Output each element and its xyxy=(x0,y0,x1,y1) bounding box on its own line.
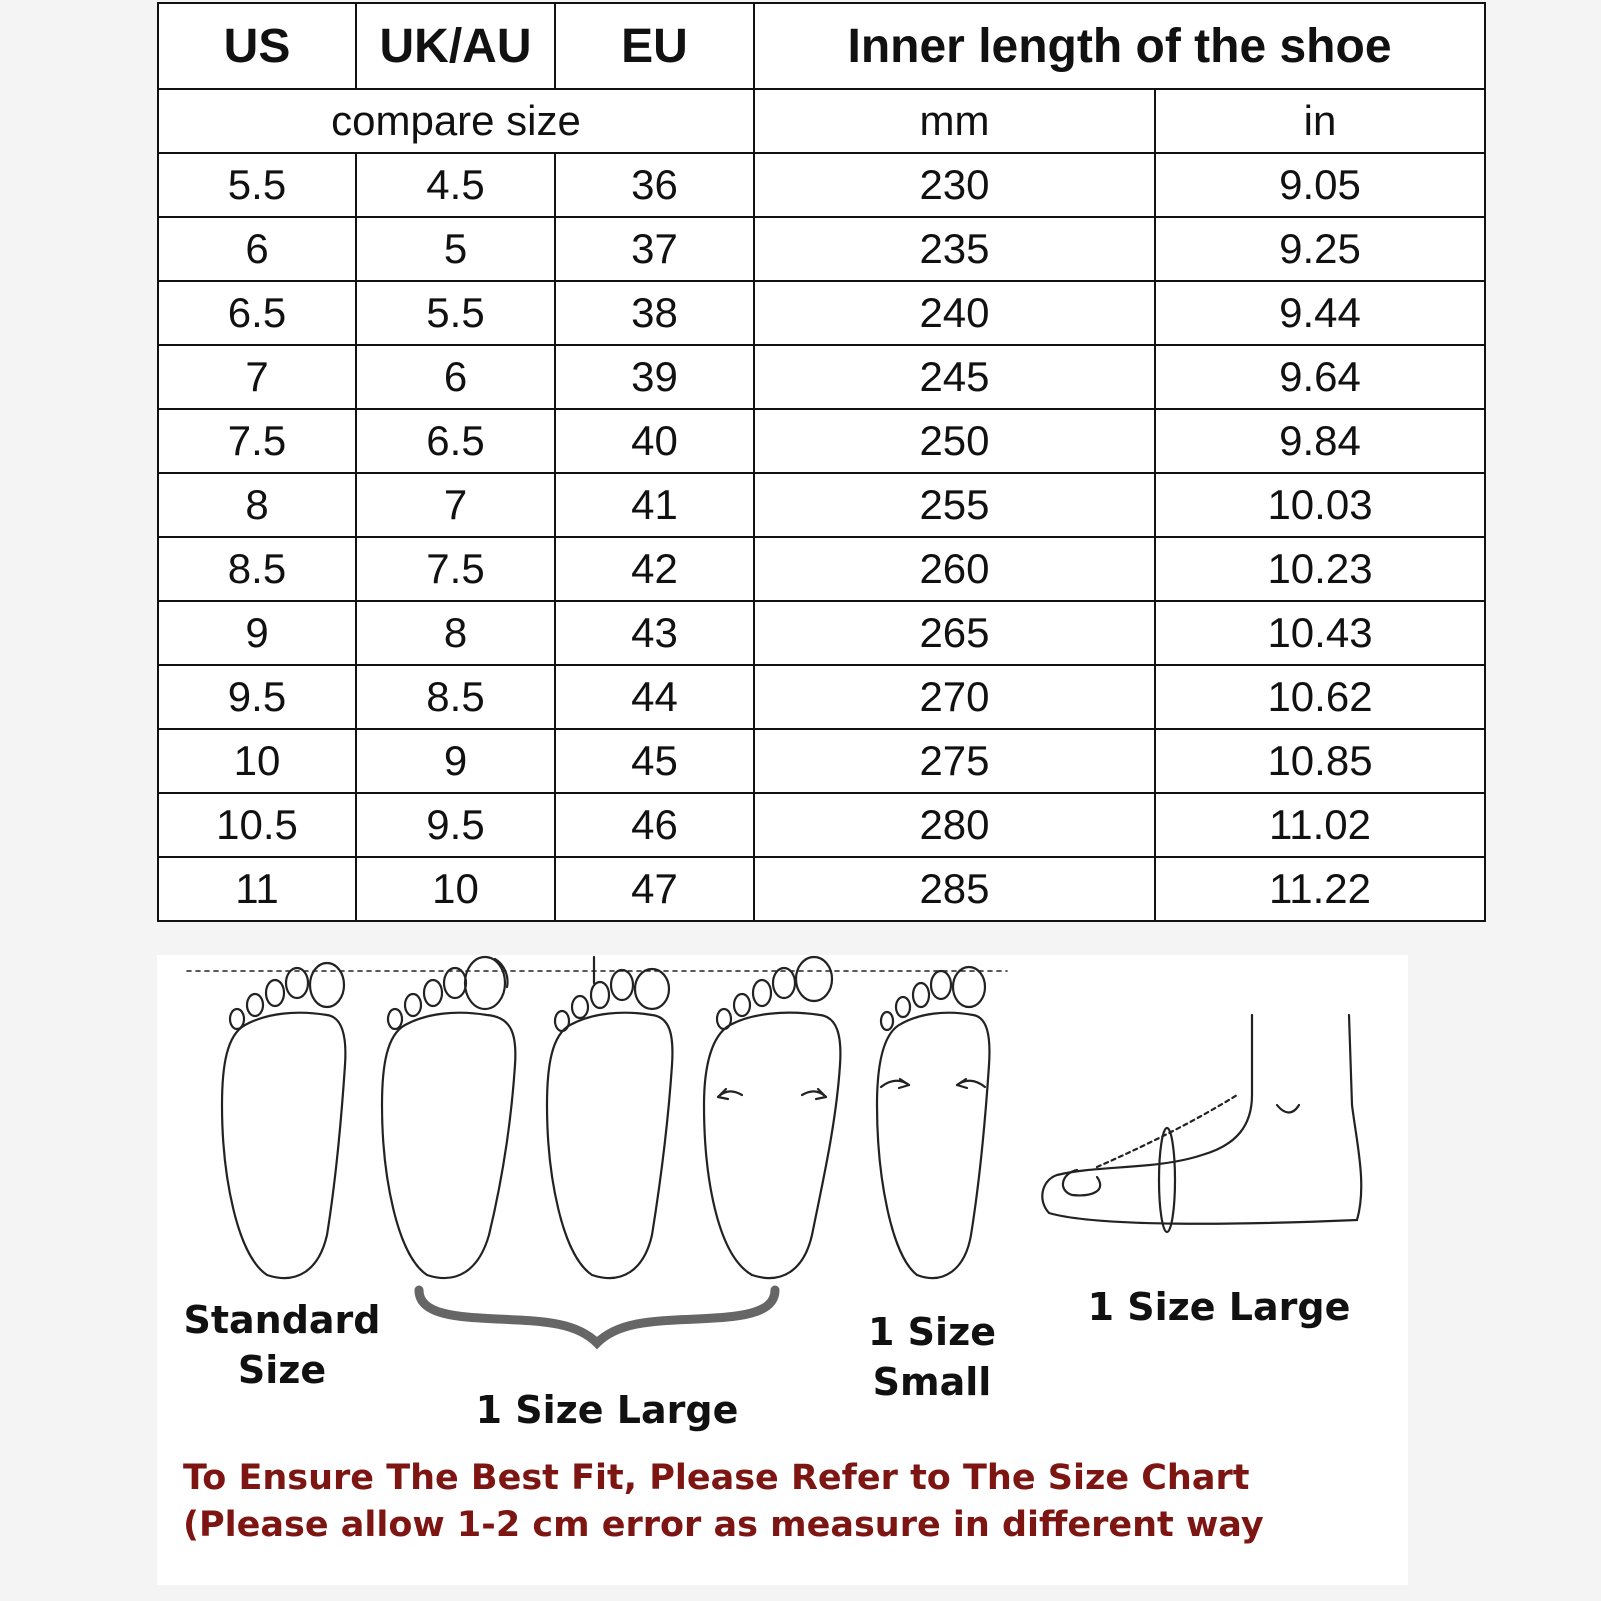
cell-uk-au: 9 xyxy=(356,729,555,793)
cell-us: 9.5 xyxy=(158,665,356,729)
cell-length-in: 9.44 xyxy=(1155,281,1485,345)
cell-uk-au: 7 xyxy=(356,473,555,537)
cell-us: 10 xyxy=(158,729,356,793)
size-chart-table xyxy=(157,2,1486,922)
cell-uk-au: 6.5 xyxy=(356,409,555,473)
cell-eu: 44 xyxy=(555,665,754,729)
table-row xyxy=(158,217,1485,281)
table-row xyxy=(158,153,1485,217)
foot-side-view-icon xyxy=(1042,1015,1361,1232)
table-row xyxy=(158,537,1485,601)
large-group-brace xyxy=(419,1290,775,1343)
cell-length-mm: 260 xyxy=(754,537,1155,601)
cell-us: 6.5 xyxy=(158,281,356,345)
cell-eu: 42 xyxy=(555,537,754,601)
cell-length-in: 10.85 xyxy=(1155,729,1485,793)
cell-us: 8.5 xyxy=(158,537,356,601)
compare-size-label: compare size xyxy=(158,89,754,153)
table-row xyxy=(158,729,1485,793)
table-row xyxy=(158,665,1485,729)
cell-length-mm: 240 xyxy=(754,281,1155,345)
cell-eu: 46 xyxy=(555,793,754,857)
cell-uk-au: 8 xyxy=(356,601,555,665)
cell-length-mm: 265 xyxy=(754,601,1155,665)
one-size-small-label xyxy=(837,1307,1027,1407)
cell-us: 5.5 xyxy=(158,153,356,217)
foot-large-width-icon xyxy=(704,957,840,1278)
cell-eu: 43 xyxy=(555,601,754,665)
table-row xyxy=(158,601,1485,665)
size-rows xyxy=(158,153,1485,921)
cell-us: 10.5 xyxy=(158,793,356,857)
cell-length-mm: 280 xyxy=(754,793,1155,857)
one-size-small-line1: 1 Size xyxy=(868,1310,996,1354)
table-row xyxy=(158,857,1485,921)
header-row xyxy=(158,3,1485,89)
cell-eu: 38 xyxy=(555,281,754,345)
cell-length-in: 9.64 xyxy=(1155,345,1485,409)
one-size-small-line2: Small xyxy=(872,1360,992,1404)
cell-length-mm: 235 xyxy=(754,217,1155,281)
foot-large-toe-icon xyxy=(382,957,515,1278)
cell-eu: 37 xyxy=(555,217,754,281)
cell-uk-au: 6 xyxy=(356,345,555,409)
cell-uk-au: 4.5 xyxy=(356,153,555,217)
subheader-row xyxy=(158,89,1485,153)
cell-length-in: 11.02 xyxy=(1155,793,1485,857)
header-eu: EU xyxy=(555,3,754,89)
cell-length-in: 9.84 xyxy=(1155,409,1485,473)
cell-us: 7 xyxy=(158,345,356,409)
standard-size-line1: Standard xyxy=(183,1298,381,1342)
cell-us: 7.5 xyxy=(158,409,356,473)
cell-length-in: 11.22 xyxy=(1155,857,1485,921)
table-row xyxy=(158,345,1485,409)
cell-length-mm: 255 xyxy=(754,473,1155,537)
cell-eu: 45 xyxy=(555,729,754,793)
cell-uk-au: 5.5 xyxy=(356,281,555,345)
cell-uk-au: 8.5 xyxy=(356,665,555,729)
cell-eu: 41 xyxy=(555,473,754,537)
cell-length-mm: 285 xyxy=(754,857,1155,921)
cell-length-in: 10.23 xyxy=(1155,537,1485,601)
unit-mm-label: mm xyxy=(754,89,1155,153)
best-fit-note: To Ensure The Best Fit, Please Refer to The Size Chart xyxy=(183,1458,1250,1498)
foot-small-icon xyxy=(877,967,989,1278)
cell-eu: 36 xyxy=(555,153,754,217)
cell-us: 9 xyxy=(158,601,356,665)
cell-length-mm: 250 xyxy=(754,409,1155,473)
measure-error-note: (Please allow 1-2 cm error as measure in different way xyxy=(183,1505,1264,1545)
unit-in-label: in xyxy=(1155,89,1485,153)
cell-length-in: 9.25 xyxy=(1155,217,1485,281)
cell-uk-au: 7.5 xyxy=(356,537,555,601)
cell-eu: 47 xyxy=(555,857,754,921)
cell-length-in: 10.62 xyxy=(1155,665,1485,729)
cell-uk-au: 5 xyxy=(356,217,555,281)
cell-length-in: 10.03 xyxy=(1155,473,1485,537)
table-row xyxy=(158,793,1485,857)
cell-us: 6 xyxy=(158,217,356,281)
foot-standard-icon xyxy=(222,963,345,1278)
table-row xyxy=(158,409,1485,473)
cell-uk-au: 9.5 xyxy=(356,793,555,857)
cell-length-mm: 245 xyxy=(754,345,1155,409)
header-uk-au: UK/AU xyxy=(356,3,555,89)
cell-us: 8 xyxy=(158,473,356,537)
side-view-large-label: 1 Size Large xyxy=(1087,1285,1351,1329)
cell-eu: 40 xyxy=(555,409,754,473)
cell-us: 11 xyxy=(158,857,356,921)
header-us: US xyxy=(158,3,356,89)
foot-large-length-icon xyxy=(547,957,672,1278)
cell-eu: 39 xyxy=(555,345,754,409)
one-size-large-label: 1 Size Large xyxy=(475,1388,739,1432)
cell-length-in: 9.05 xyxy=(1155,153,1485,217)
table-row xyxy=(158,473,1485,537)
cell-length-mm: 275 xyxy=(754,729,1155,793)
cell-uk-au: 10 xyxy=(356,857,555,921)
standard-size-line2: Size xyxy=(237,1348,327,1392)
table-row xyxy=(158,281,1485,345)
cell-length-in: 10.43 xyxy=(1155,601,1485,665)
standard-size-label xyxy=(162,1295,402,1395)
cell-length-mm: 230 xyxy=(754,153,1155,217)
fit-guide-panel xyxy=(157,955,1408,1585)
cell-length-mm: 270 xyxy=(754,665,1155,729)
header-inner-length: Inner length of the shoe xyxy=(754,3,1485,89)
